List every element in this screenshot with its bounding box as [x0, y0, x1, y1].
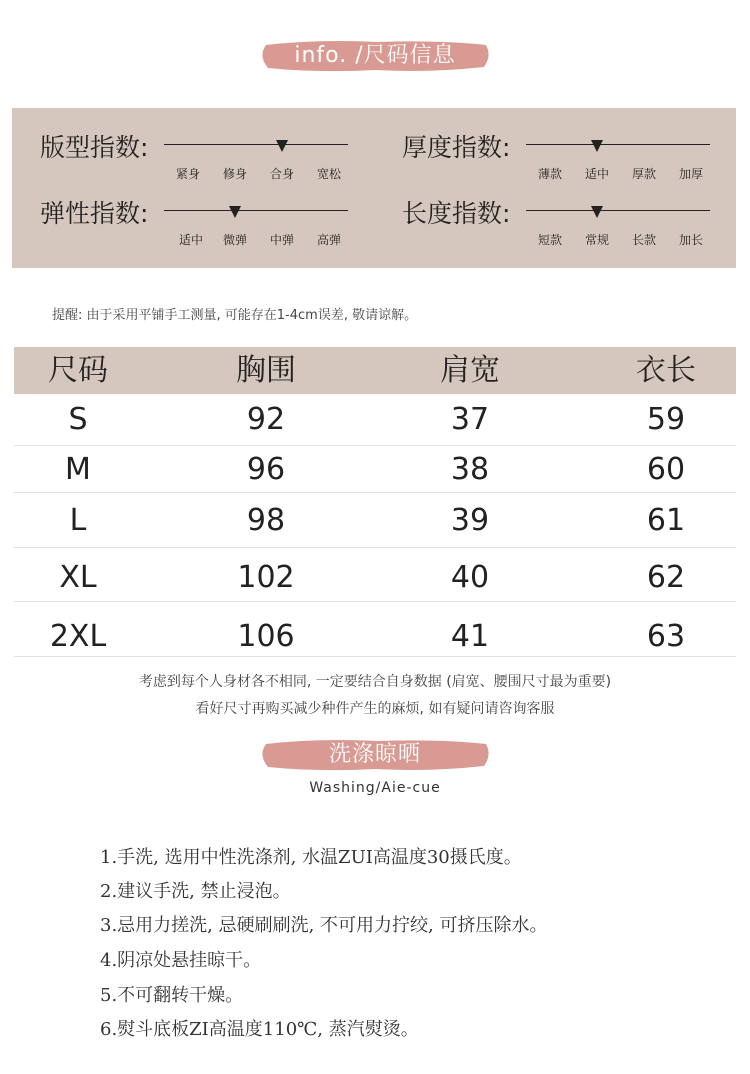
index-pointer-icon [276, 140, 288, 152]
wash-instruction: 4.阴凉处悬挂晾干。 [100, 950, 262, 971]
size-tip: 考虑到每个人身材各不相同, 一定要结合自身数据 (肩宽、腰围尺寸最为重要) [138, 674, 612, 690]
table-cell: 59 [646, 402, 686, 437]
index-option: 适中 [178, 233, 203, 247]
table-cell: 92 [246, 402, 286, 437]
index-option: 紧身 [175, 167, 200, 181]
table-cell: XL [59, 560, 97, 595]
index-option: 常规 [584, 233, 609, 247]
index-thickness [402, 128, 722, 188]
header-cell-chest: 胸围 [236, 353, 296, 388]
table-row [14, 548, 736, 602]
table-cell: 98 [246, 503, 286, 538]
index-option: 加厚 [678, 167, 703, 181]
table-cell: 61 [646, 503, 686, 538]
index-pointer-icon [591, 140, 603, 152]
index-pointer-icon [229, 206, 241, 218]
table-header [14, 347, 736, 394]
header-cell-shoulder: 肩宽 [440, 353, 500, 388]
table-cell: 63 [646, 619, 686, 654]
table-cell: 102 [237, 560, 295, 595]
header-cell-size: 尺码 [48, 353, 108, 388]
index-elasticity [40, 194, 360, 254]
index-label: 版型指数: [40, 133, 149, 162]
table-row [14, 446, 736, 493]
index-scale-line [164, 144, 348, 145]
table-row [14, 394, 736, 446]
index-option: 宽松 [316, 167, 341, 181]
wash-title-banner [258, 738, 492, 772]
table-cell: L [69, 503, 87, 538]
wash-instruction: 6.熨斗底板ZI高温度110℃, 蒸汽熨烫。 [100, 1019, 419, 1040]
table-cell: M [65, 452, 91, 487]
index-label: 厚度指数: [402, 133, 511, 162]
size-tip: 看好尺寸再购买减少种件产生的麻烦, 如有疑问请咨询客服 [195, 701, 555, 717]
index-option: 加长 [678, 233, 703, 247]
index-option: 中弹 [269, 233, 294, 247]
index-scale-line [526, 210, 710, 211]
wash-subtitle: Washing/Aie-cue [309, 780, 441, 796]
index-scale-line [164, 210, 348, 211]
index-pointer-icon [591, 206, 603, 218]
table-cell: 62 [646, 560, 686, 595]
size-table [14, 347, 736, 657]
wash-instruction: 2.建议手洗, 禁止浸泡。 [100, 881, 291, 902]
table-cell: 41 [450, 619, 490, 654]
table-cell: 2XL [49, 619, 107, 654]
wash-instruction: 1.手洗, 选用中性洗涤剂, 水温ZUI高温度30摄氏度。 [100, 847, 522, 868]
index-label: 弹性指数: [40, 199, 149, 228]
wash-title: 洗涤晾晒 [328, 742, 421, 767]
measurement-note: 提醒: 由于采用平铺手工测量, 可能存在1-4cm误差, 敬请谅解。 [52, 308, 418, 323]
table-cell: 96 [246, 452, 286, 487]
index-fit [40, 128, 360, 188]
index-option: 修身 [222, 167, 247, 181]
index-option: 高弹 [316, 233, 341, 247]
index-option: 短款 [537, 233, 562, 247]
info-title-banner [258, 39, 492, 73]
header-cell-length: 衣长 [636, 353, 696, 388]
table-cell: 60 [646, 452, 686, 487]
index-option: 适中 [584, 167, 609, 181]
wash-instruction: 5.不可翻转干燥。 [100, 985, 244, 1006]
index-option: 合身 [269, 167, 294, 181]
table-row [14, 493, 736, 548]
table-cell: 106 [237, 619, 295, 654]
table-cell: S [68, 402, 88, 437]
index-option: 薄款 [537, 167, 562, 181]
table-cell: 37 [450, 402, 490, 437]
table-cell: 38 [450, 452, 490, 487]
wash-instruction: 3.忌用力搓洗, 忌硬刷刷洗, 不可用力拧绞, 可挤压除水。 [100, 915, 548, 936]
info-title: info. /尺码信息 [294, 43, 456, 68]
index-length [402, 194, 722, 254]
table-cell: 40 [450, 560, 490, 595]
table-row [14, 602, 736, 657]
table-cell: 39 [450, 503, 490, 538]
index-option: 厚款 [631, 167, 656, 181]
fit-index-panel [12, 108, 736, 268]
index-label: 长度指数: [402, 199, 511, 228]
index-scale-line [526, 144, 710, 145]
index-option: 微弹 [222, 233, 247, 247]
index-option: 长款 [631, 233, 656, 247]
